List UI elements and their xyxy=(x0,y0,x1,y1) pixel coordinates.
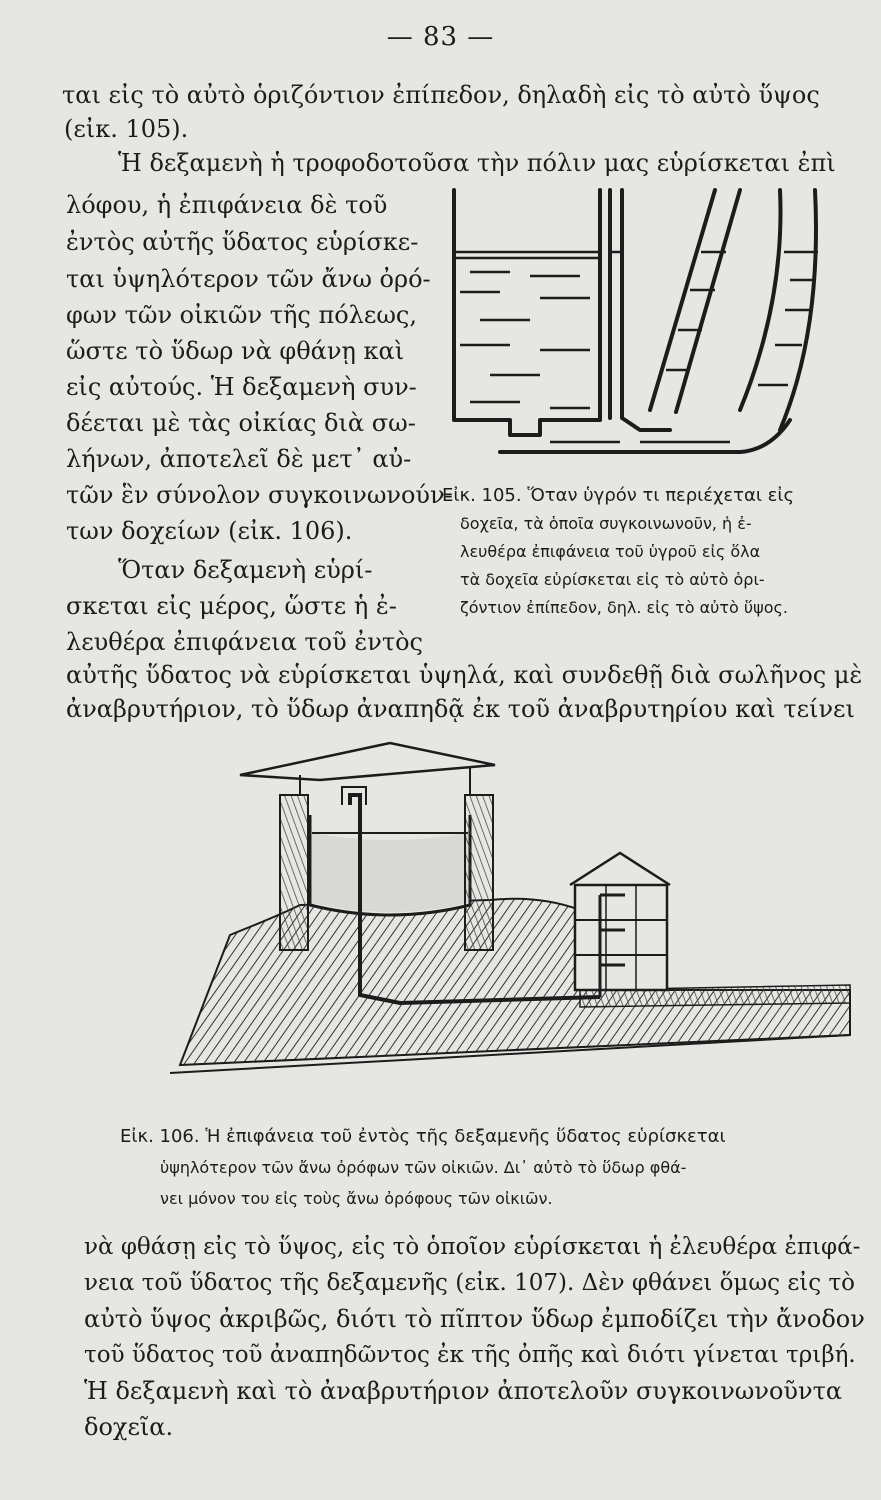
figure-105-communicating-vessels xyxy=(440,180,850,470)
figure-105-caption-line: ζόντιον ἐπίπεδον, δηλ. εἰς τὸ αὐτὸ ὕψος. xyxy=(460,598,788,617)
text-line: ὥστε τὸ ὕδωρ νὰ φθάνῃ καὶ xyxy=(66,337,405,365)
text-line: Ἡ δεξαμενὴ ἡ τροφοδοτοῦσα τὴν πόλιν μας εὑρίσκεται ἐπὶ xyxy=(118,149,836,177)
text-line: Ὅταν δεξαμενὴ εὑρί- xyxy=(118,556,373,584)
text-line: ἀναβρυτήριον, τὸ ὕδωρ ἀναπηδᾷ ἐκ τοῦ ἀναβρυτηρίου καὶ τείνει xyxy=(66,695,855,723)
text-line: λήνων, ἀποτελεῖ δὲ μετ᾽ αὐ- xyxy=(66,445,412,473)
page-number: — 83 — xyxy=(386,22,495,52)
text-line: εἰς αὐτούς. Ἡ δεξαμενὴ συν- xyxy=(66,373,417,401)
text-line: (εἰκ. 105). xyxy=(64,115,189,143)
text-line: των δοχείων (εἰκ. 106). xyxy=(66,517,353,545)
text-line: ται ὑψηλότερον τῶν ἄνω ὀρό- xyxy=(66,265,431,293)
text-line: ἐντὸς αὐτῆς ὕδατος εὑρίσκε- xyxy=(66,228,419,256)
figure-106-reservoir-illustration xyxy=(160,735,860,1115)
text-line: αὐτῆς ὕδατος νὰ εὑρίσκεται ὑψηλά, καὶ συνδεθῇ διὰ σωλῆνος μὲ xyxy=(66,661,863,689)
text-line: σκεται εἰς μέρος, ὥστε ἡ ἐ- xyxy=(66,592,397,620)
text-line: αὐτὸ ὕψος ἀκριβῶς, διότι τὸ πῖπτον ὕδωρ ἐμποδίζει τὴν ἄνοδον xyxy=(84,1305,865,1333)
figure-105-caption-line: λευθέρα ἐπιφάνεια τοῦ ὑγροῦ εἰς ὅλα xyxy=(460,542,761,561)
text-line: Ἡ δεξαμενὴ καὶ τὸ ἀναβρυτήριον ἀποτελοῦν συγκοινωνοῦντα xyxy=(84,1377,843,1405)
figure-105-caption-line: Εἰκ. 105. Ὅταν ὑγρόν τι περιέχεται εἰς xyxy=(442,485,795,506)
text-line: δέεται μὲ τὰς οἰκίας διὰ σω- xyxy=(66,409,416,437)
text-line: νὰ φθάσῃ εἰς τὸ ὕψος, εἰς τὸ ὁποῖον εὑρίσκεται ἡ ἐλευθέρα ἐπιφά- xyxy=(84,1234,861,1260)
text-line: λευθέρα ἐπιφάνεια τοῦ ἐντὸς xyxy=(66,628,423,656)
text-line: τῶν ἓν σύνολον συγκοινωνούν- xyxy=(66,481,453,509)
figure-105-caption-line: τὰ δοχεῖα εὑρίσκεται εἰς τὸ αὐτὸ ὁρι- xyxy=(460,570,765,589)
figure-106-caption-line: νει μόνον του εἰς τοὺς ἄνω ὀρόφους τῶν οἰκιῶν. xyxy=(160,1189,553,1208)
text-line: ται εἰς τὸ αὐτὸ ὁριζόντιον ἐπίπεδον, δηλαδὴ εἰς τὸ αὐτὸ ὕψος xyxy=(62,81,820,109)
text-line: δοχεῖα. xyxy=(84,1413,174,1441)
figure-106-caption-line: Εἰκ. 106. Ἡ ἐπιφάνεια τοῦ ἐντὸς τῆς δεξαμενῆς ὕδατος εὑρίσκεται xyxy=(120,1126,726,1147)
text-line: φων τῶν οἰκιῶν τῆς πόλεως, xyxy=(66,301,417,329)
text-line: τοῦ ὕδατος τοῦ ἀναπηδῶντος ἐκ τῆς ὀπῆς καὶ διότι γίνεται τριβή. xyxy=(84,1342,856,1368)
figure-106-caption-line: ὑψηλότερον τῶν ἄνω ὀρόφων τῶν οἰκιῶν. Δι᾽ αὐτὸ τὸ ὕδωρ φθά- xyxy=(160,1158,687,1177)
text-line: νεια τοῦ ὕδατος τῆς δεξαμενῆς (εἰκ. 107). Δὲν φθάνει ὅμως εἰς τὸ xyxy=(84,1270,856,1296)
text-line: λόφου, ἡ ἐπιφάνεια δὲ τοῦ xyxy=(66,191,388,219)
figure-105-caption-line: δοχεῖα, τὰ ὁποῖα συγκοινωνοῦν, ἡ ἐ- xyxy=(460,514,752,533)
